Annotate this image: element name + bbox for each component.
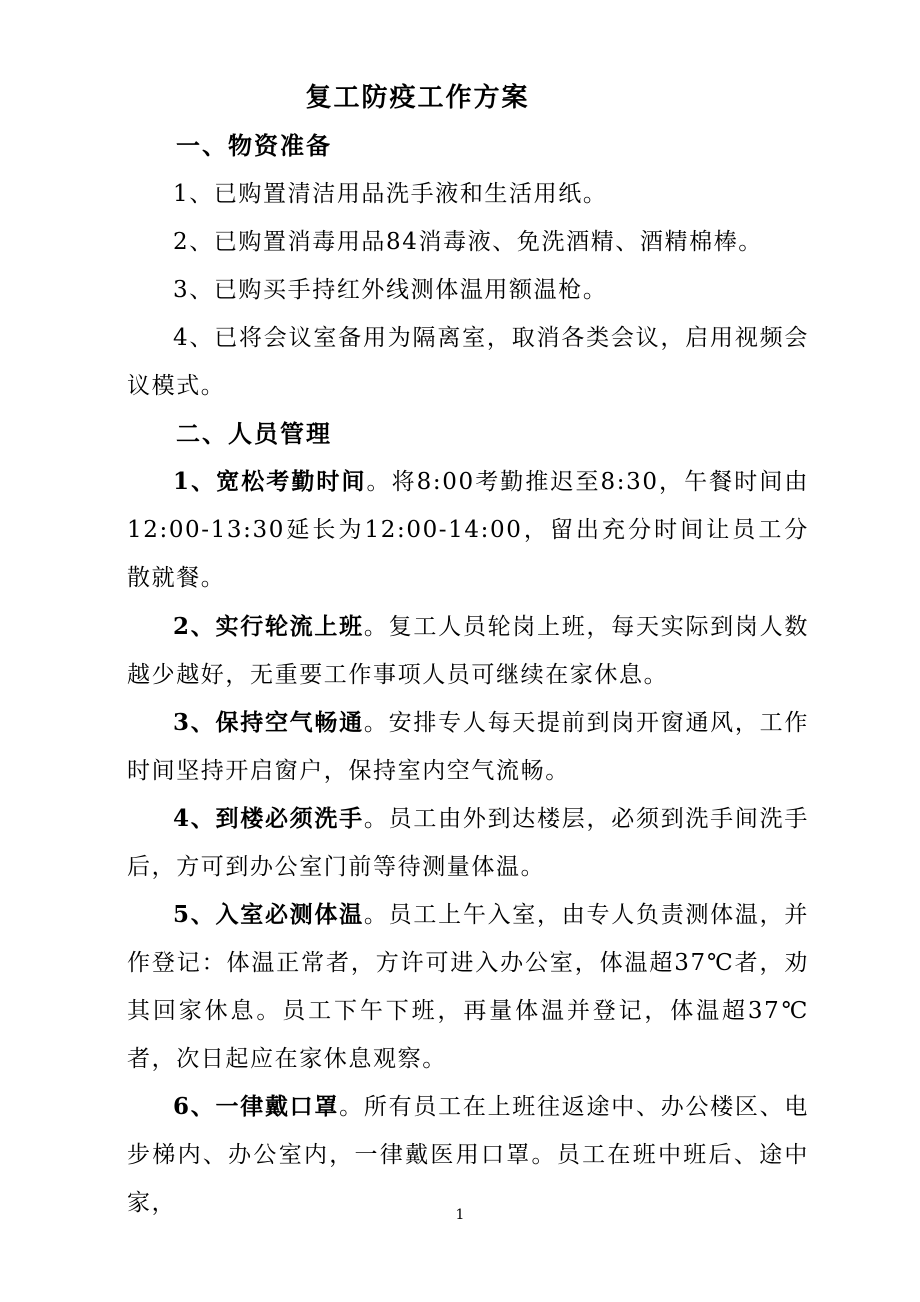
paragraph-lead: 1、宽松考勤时间 — [173, 468, 367, 495]
page-title: 复工防疫工作方案 — [305, 83, 530, 113]
paragraph-personnel-1 — [127, 458, 809, 602]
paragraph-personnel-3 — [127, 699, 809, 795]
page-number: 1 — [455, 1207, 465, 1223]
paragraph-lead: 2、实行轮流上班 — [173, 613, 364, 640]
paragraph-body: 。员工上午入室，由专人负责测体温，并作登记：体温正常者，方许可进入办公室，体温超37℃者，劝其回家休息。员工下午下班，再量体温并登记，体温超37℃者，次日起应在家休息观察。 — [127, 902, 809, 1072]
paragraph-materials-2: 2、已购置消毒用品84消毒液、免洗酒精、酒精棉棒。 — [173, 229, 763, 255]
paragraph-materials-3: 3、已购买手持红外线测体温用额温枪。 — [173, 277, 608, 303]
paragraph-lead: 3、保持空气畅通 — [173, 709, 364, 736]
paragraph-materials-1: 1、已购置清洁用品洗手液和生活用纸。 — [173, 181, 608, 207]
paragraph-body: 。所有员工在上班往返途中、办公楼区、电步梯内、办公室内，一律戴医用口罩。员工在班中班后、途中家， — [127, 1094, 809, 1216]
section-heading-materials: 一、物资准备 — [176, 131, 332, 160]
paragraph-personnel-4 — [127, 795, 809, 891]
paragraph-personnel-5 — [127, 891, 809, 1083]
paragraph-body: 。复工人员轮岗上班，每天实际到岗人数越少越好，无重要工作事项人员可继续在家休息。 — [127, 614, 809, 688]
paragraph-body: 。安排专人每天提前到岗开窗通风，工作时间坚持开启窗户，保持室内空气流畅。 — [127, 710, 809, 784]
paragraph-lead: 4、到楼必须洗手 — [173, 805, 364, 832]
section-heading-personnel: 二、人员管理 — [176, 419, 332, 448]
paragraph-materials-4: 4、已将会议室备用为隔离室，取消各类会议，启用视频会议模式。 — [127, 325, 809, 399]
paragraph-lead: 5、入室必测体温 — [173, 901, 364, 928]
paragraph-body: 。员工由外到达楼层，必须到洗手间洗手后，方可到办公室门前等待测量体温。 — [127, 806, 809, 880]
paragraph-personnel-2 — [127, 603, 809, 699]
paragraph-body: 。将8:00考勤推迟至8:30，午餐时间由12:00-13:30延长为12:00-14:00，留出充分时间让员工分散就餐。 — [127, 469, 809, 591]
paragraph-lead: 6、一律戴口罩 — [173, 1093, 340, 1120]
